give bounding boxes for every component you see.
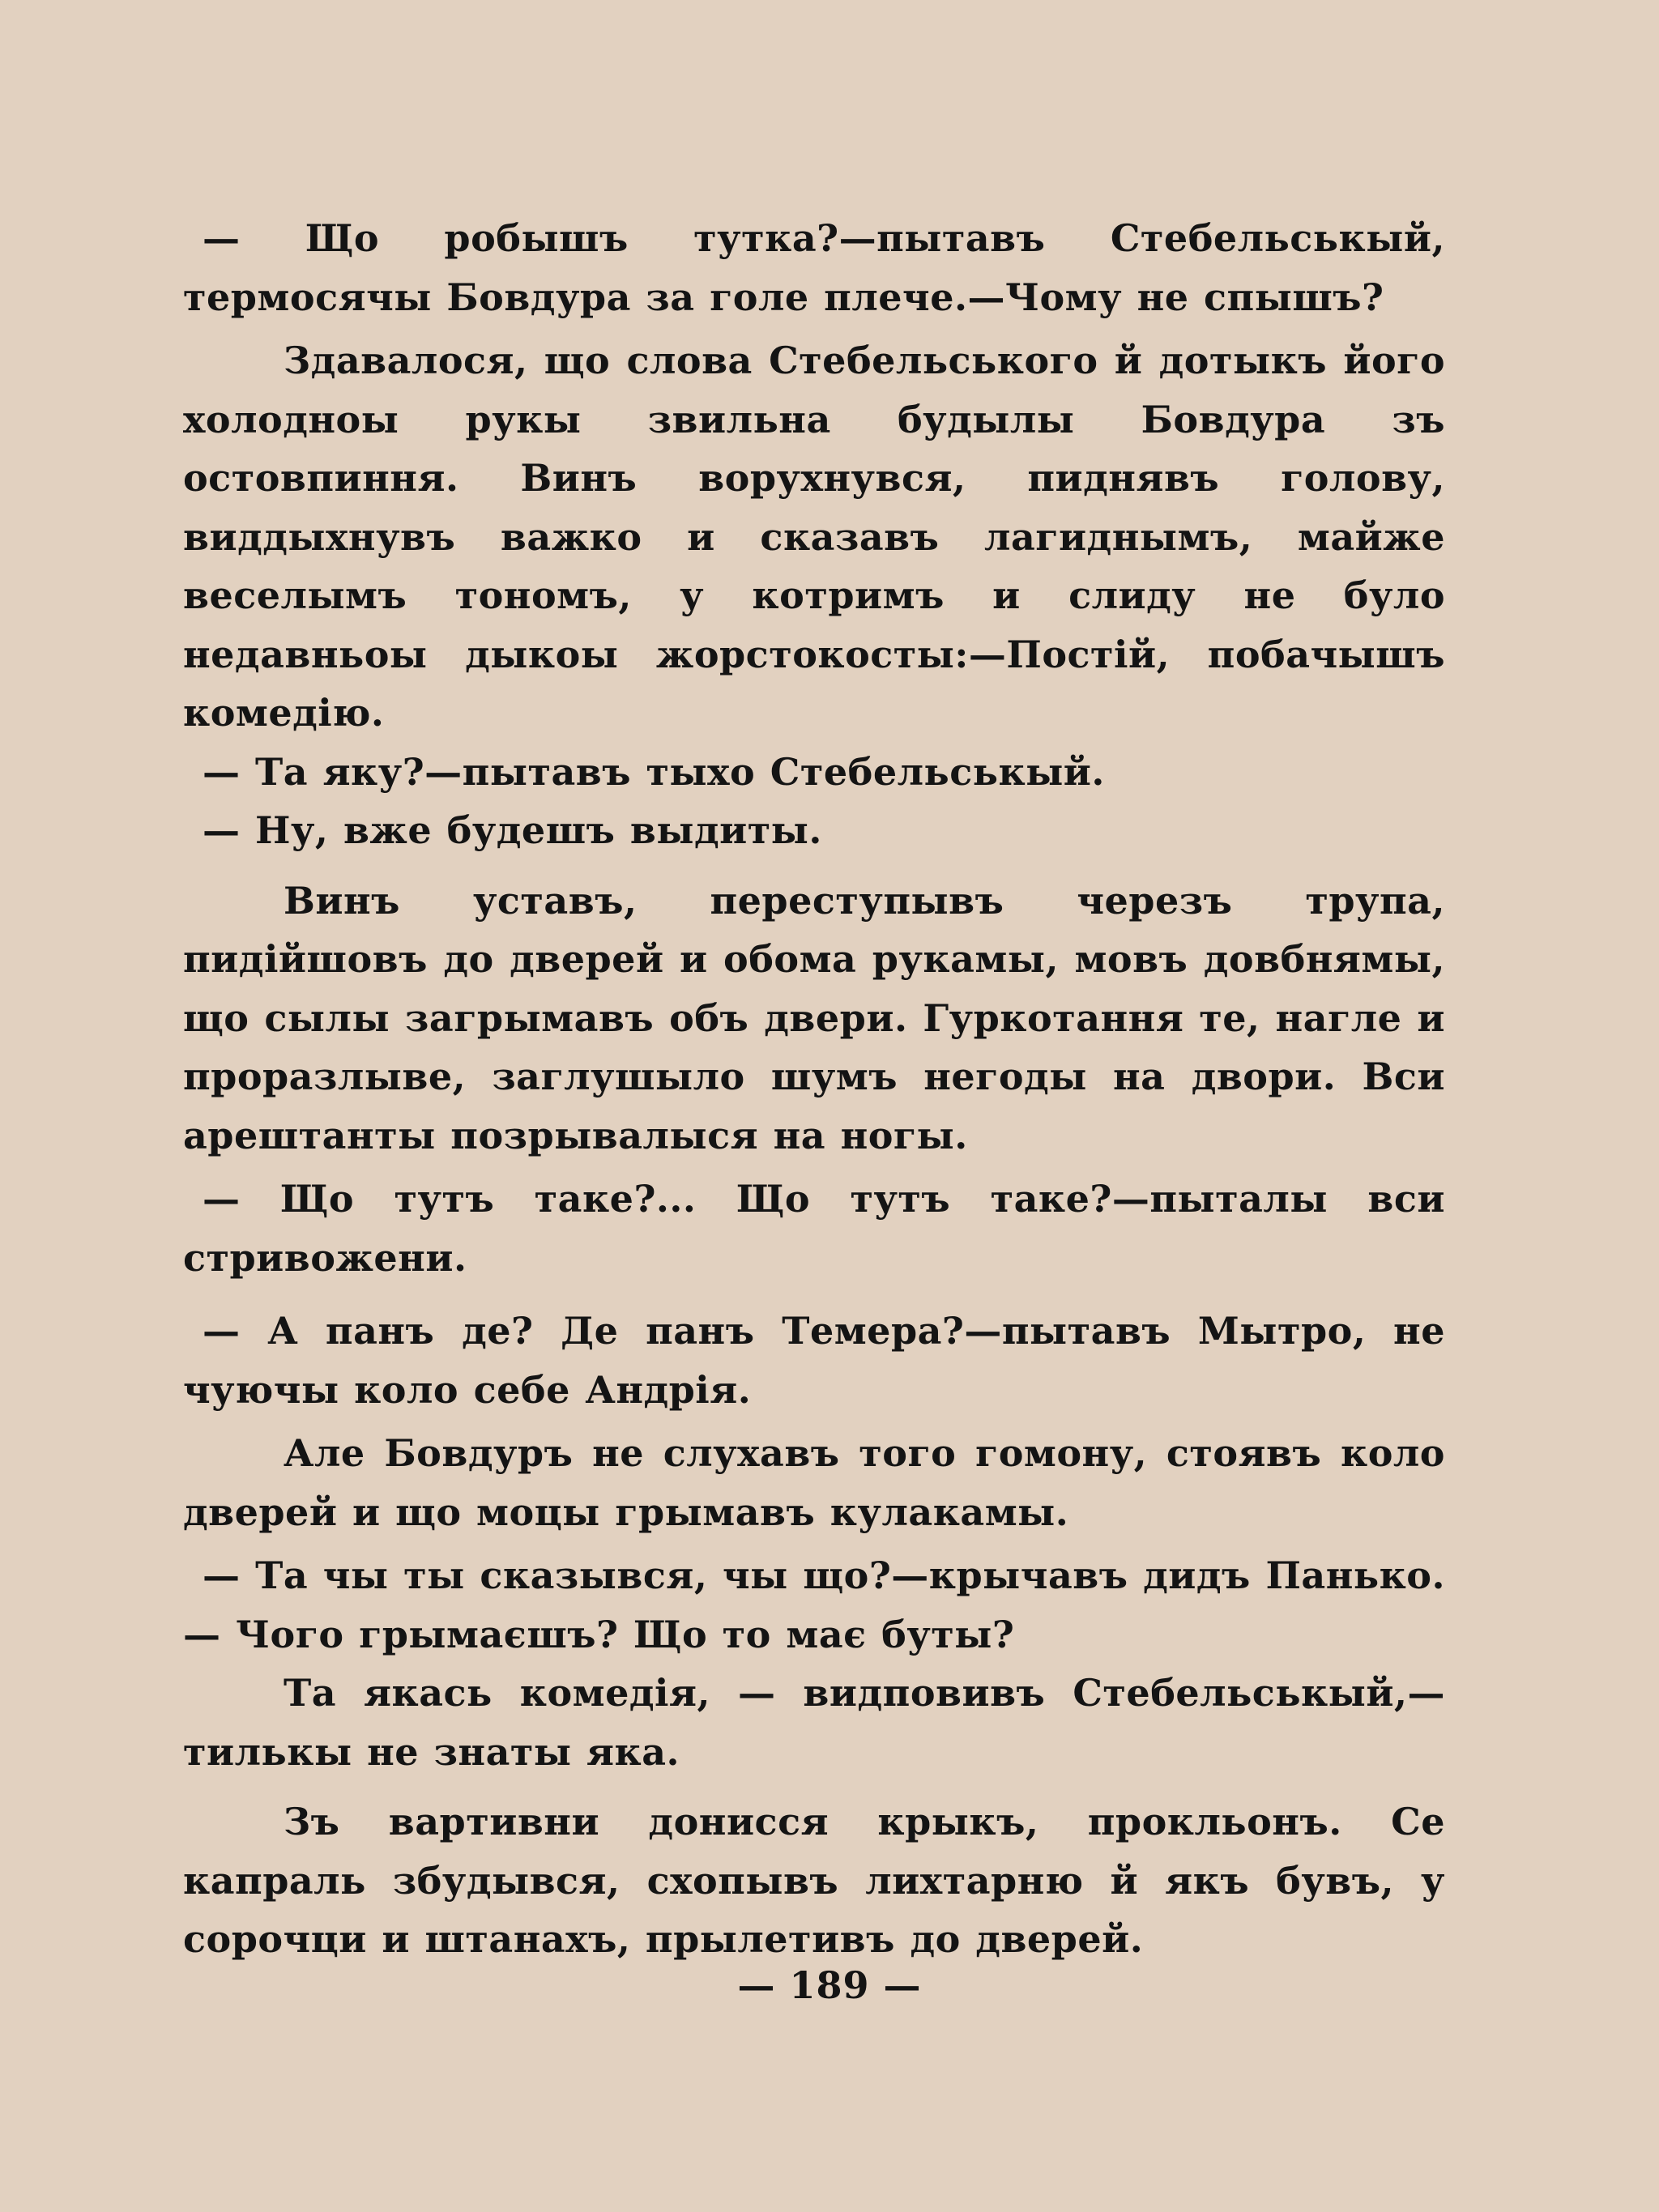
page-number: — 189 — (737, 1963, 922, 2007)
paragraph-6: — Що тутъ таке?... Що тутъ таке?—пыталы вси стривожени. (183, 1177, 1445, 1280)
paragraph-1: — Що робышъ тутка?—пытавъ Стебельськый, термосячы Бовдура за голе плече.—Чому не спышъ? (183, 216, 1445, 319)
paragraph-11: Зъ вартивни донисся крыкъ, прокльонъ. Се капраль збудывся, схопывъ лихтарню й якъ бувъ, у сорочци и штанахъ, прылетивъ до дверей. (183, 1800, 1445, 1961)
paragraph-2: Здавалося, що слова Стебельського й дотыкъ його холодноы рукы звильна будылы Бовдура зъ остовпиння. Винъ ворухнувся, пиднявъ голову, виддыхнувъ важко и сказавъ лагиднымъ, майже веселымъ тономъ, у котримъ и слиду не було недавньоы дыкоы жорстокосты:—Постій, побачышъ комедію. (183, 339, 1445, 735)
paragraph-3: — Та яку?—пытавъ тыхо Стебельськый. (203, 749, 1105, 794)
paragraph-10: Та якась комедія, — видповивъ Стебельськый,— тилькы не знаты яка. (183, 1671, 1445, 1774)
page-body-text (183, 209, 1445, 1969)
paragraph-5: Винъ уставъ, переступывъ черезъ трупа, пидійшовъ до дверей и обома рукамы, мовъ довбнямы, що сылы загрымавъ объ двери. Гуркотання те, нагле и проразлыве, заглушыло шумъ негоды на двори. Вси арештанты позрывалыся на ногы. (183, 878, 1445, 1157)
paragraph-4: — Ну, вже будешъ выдиты. (203, 808, 822, 852)
paragraph-8: Але Бовдуръ не слухавъ того гомону, стоявъ коло дверей и що моцы грымавъ кулакамы. (183, 1431, 1445, 1534)
paragraph-9: — Та чы ты сказывся, чы що?—крычавъ дидъ Панько.— Чого грымаєшъ? Що то має буты? (183, 1554, 1445, 1656)
paragraph-7: — А панъ де? Де панъ Темера?—пытавъ Мытро, не чуючы коло себе Андрія. (183, 1309, 1445, 1412)
